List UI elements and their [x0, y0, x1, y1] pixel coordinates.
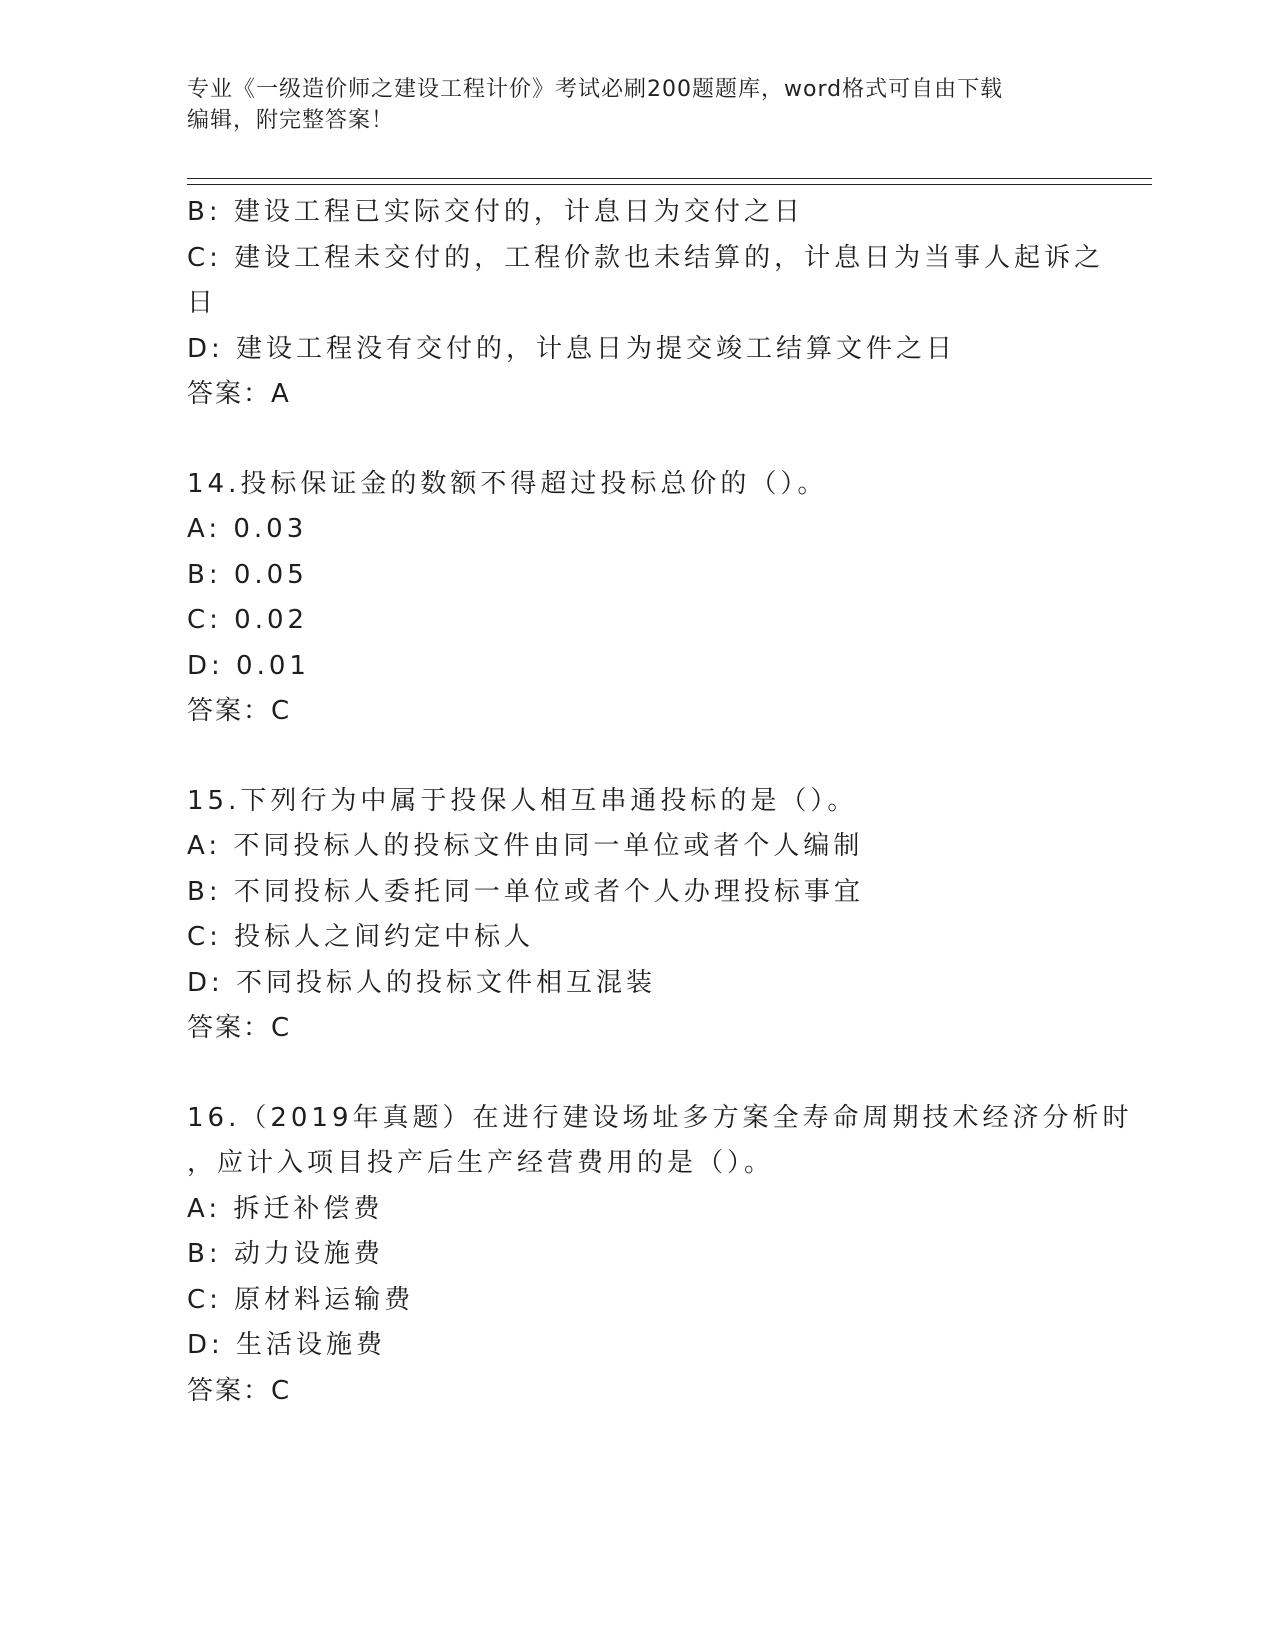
question-13-tail	[187, 190, 1105, 418]
spacer	[187, 418, 1087, 462]
header-line-1: 专业《一级造价师之建设工程计价》考试必刷200题题库，word格式可自由下载	[187, 77, 1004, 102]
question-16	[187, 1096, 1133, 1415]
option-c-continued: 日	[187, 288, 218, 318]
option-d: D: 不同投标人的投标文件相互混装	[187, 967, 657, 998]
question-15	[187, 779, 1087, 1052]
option-a: A: 不同投标人的投标文件由同一单位或者个人编制	[187, 831, 864, 861]
option-d: D: 0.01	[187, 650, 310, 681]
question-stem: 16.（2019年真题）在进行建设场址多方案全寿命周期技术经济分析时	[187, 1102, 1133, 1133]
option-b: B: 0.05	[187, 559, 308, 590]
header-divider-bottom	[187, 184, 1152, 185]
option-c: C: 建设工程未交付的，工程价款也未结算的，计息日为当事人起诉之	[187, 242, 1105, 273]
spacer	[187, 1052, 1087, 1096]
option-a: A: 拆迁补偿费	[187, 1193, 384, 1224]
option-b: B: 不同投标人委托同一单位或者个人办理投标事宜	[187, 876, 864, 907]
option-d: D: 生活设施费	[187, 1330, 387, 1360]
option-a: A: 0.03	[187, 514, 308, 544]
option-c: C: 0.02	[187, 605, 309, 635]
option-d: D: 建设工程没有交付的，计息日为提交竣工结算文件之日	[187, 333, 957, 364]
header-divider-top	[187, 178, 1152, 179]
option-c: C: 原材料运输费	[187, 1284, 415, 1315]
question-stem: 14.投标保证金的数额不得超过投标总价的（）。	[187, 468, 828, 499]
option-b: B: 建设工程已实际交付的，计息日为交付之日	[187, 197, 804, 227]
question-list	[187, 190, 1133, 1414]
answer: 答案：A	[187, 379, 291, 409]
spacer	[187, 735, 1087, 779]
question-14	[187, 462, 1087, 735]
answer: 答案：C	[187, 1013, 292, 1043]
answer: 答案：C	[187, 1375, 292, 1406]
question-stem: 15.下列行为中属于投保人相互串通投标的是（）。	[187, 785, 858, 816]
document-header	[187, 74, 1087, 136]
header-line-2: 编辑，附完整答案！	[187, 108, 395, 133]
option-b: B: 动力设施费	[187, 1239, 384, 1269]
option-c: C: 投标人之间约定中标人	[187, 922, 535, 952]
answer: 答案：C	[187, 696, 292, 726]
question-stem-continued: ，应计入项目投产后生产经营费用的是（）。	[187, 1148, 775, 1178]
